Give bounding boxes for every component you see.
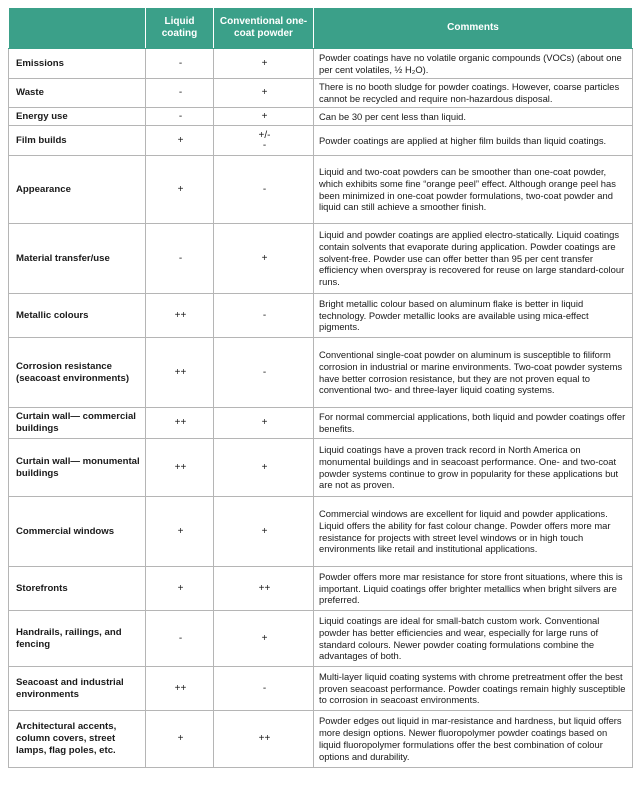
table-row [9,156,633,224]
row-feature: Material transfer/use [9,224,146,294]
row-comment: Liquid coatings have a proven track record in North America on monumental buildings and in seacoast performance. One- and two-coat powder systems continue to grow in popularity for these applications but are not as proven. [314,439,633,497]
header-feature [9,8,146,49]
row-comment: Powder coatings have no volatile organic compounds (VOCs) (about one per cent volatiles, ½ H₂O). [314,49,633,79]
row-comment: Can be 30 per cent less than liquid. [314,108,633,126]
row-feature: Film builds [9,126,146,156]
coating-comparison-table [8,7,633,768]
row-liquid-rating: - [146,79,214,108]
row-powder-rating: + [214,408,314,439]
row-feature: Emissions [9,49,146,79]
row-powder-rating: - [214,338,314,408]
header-comments: Comments [314,8,633,49]
row-powder-rating: + [214,224,314,294]
row-feature: Metallic colours [9,294,146,338]
table-row [9,439,633,497]
row-feature: Energy use [9,108,146,126]
row-liquid-rating: + [146,567,214,611]
row-feature: Commercial windows [9,497,146,567]
row-liquid-rating: + [146,156,214,224]
row-powder-rating: +/- - [214,126,314,156]
row-liquid-rating: ++ [146,439,214,497]
row-powder-rating: ++ [214,711,314,768]
row-comment: Multi-layer liquid coating systems with chrome pretreatment offer the best proven seacoast performance. Powder coatings remain highly susceptible to corrosion in seacoast environments. [314,667,633,711]
header-conventional-powder: Conventional one-coat powder [214,8,314,49]
row-comment: For normal commercial applications, both liquid and powder coatings offer benefits. [314,408,633,439]
row-feature: Appearance [9,156,146,224]
row-feature: Storefronts [9,567,146,611]
row-comment: Bright metallic colour based on aluminum flake is better in liquid technology. Powder metallic looks are available using mica-effect pigments. [314,294,633,338]
table-row [9,126,633,156]
row-feature: Waste [9,79,146,108]
row-comment: Powder coatings are applied at higher film builds than liquid coatings. [314,126,633,156]
row-feature: Curtain wall— commercial buildings [9,408,146,439]
table-row [9,49,633,79]
row-liquid-rating: ++ [146,667,214,711]
row-liquid-rating: ++ [146,338,214,408]
row-powder-rating: + [214,497,314,567]
row-powder-rating: - [214,156,314,224]
row-liquid-rating: ++ [146,408,214,439]
row-comment: Liquid coatings are ideal for small-batch custom work. Conventional powder has better efficiencies and wear, especially for large runs of standard colours. Newer powder coating formulations combine the advantages of both. [314,611,633,667]
row-liquid-rating: - [146,611,214,667]
table-row [9,567,633,611]
table-row [9,338,633,408]
row-comment: Powder edges out liquid in mar-resistance and hardness, but liquid offers more design options. Newer fluoropolymer powder coatings based on liquid fluoropolymer formulations offer the best combination of colour options and durability. [314,711,633,768]
row-powder-rating: + [214,439,314,497]
row-comment: Powder offers more mar resistance for store front situations, where this is important. Liquid coatings offer brighter metallics when bright silvers are preferred. [314,567,633,611]
table-row [9,294,633,338]
table-row [9,408,633,439]
row-feature: Curtain wall— monumental buildings [9,439,146,497]
row-liquid-rating: + [146,497,214,567]
row-liquid-rating: - [146,224,214,294]
table-row [9,79,633,108]
row-liquid-rating: + [146,711,214,768]
row-comment: There is no booth sludge for powder coatings. However, coarse particles cannot be recycled and require non-hazardous disposal. [314,79,633,108]
row-powder-rating: + [214,108,314,126]
row-comment: Liquid and two-coat powders can be smoother than one-coat powder, which exhibits some fine “orange peel” effect. Although orange peel has been minimized in one-coat powder formulations, two-coat powder and liquid can still achieve a smoother finish. [314,156,633,224]
row-feature: Corrosion resistance (seacoast environments) [9,338,146,408]
row-powder-rating: ++ [214,567,314,611]
row-comment: Liquid and powder coatings are applied electro-statically. Liquid coatings contain solvents that evaporate during application. Powder coatings are solvent-free. Powder use can offer better than 95 per cent transfer efficiency when overspray is recovered for reuse on large standard-colour runs. [314,224,633,294]
table-row [9,667,633,711]
table-row [9,497,633,567]
row-feature: Seacoast and industrial environments [9,667,146,711]
row-comment: Conventional single-coat powder on aluminum is susceptible to filiform corrosion in industrial or marine environments. Two-coat powder systems have better corrosion resistance, but they are not proven equal to conventional two- and three-layer liquid coating systems. [314,338,633,408]
table-header-row [9,8,633,49]
row-liquid-rating: ++ [146,294,214,338]
row-powder-rating: - [214,294,314,338]
table-row [9,711,633,768]
row-powder-rating: + [214,79,314,108]
row-liquid-rating: - [146,108,214,126]
row-feature: Handrails, railings, and fencing [9,611,146,667]
row-powder-rating: - [214,667,314,711]
row-liquid-rating: + [146,126,214,156]
header-liquid-coating: Liquid coating [146,8,214,49]
table-row [9,108,633,126]
row-powder-rating: + [214,611,314,667]
table-row [9,224,633,294]
row-liquid-rating: - [146,49,214,79]
table-row [9,611,633,667]
row-comment: Commercial windows are excellent for liquid and powder applications. Liquid offers the ability for fast colour change. Powder offers more mar resistance for projects with street level windows or in high touch environments like retail and institutional applications. [314,497,633,567]
comparison-table-container [8,7,632,768]
row-powder-rating: + [214,49,314,79]
row-feature: Architectural accents, column covers, street lamps, flag poles, etc. [9,711,146,768]
